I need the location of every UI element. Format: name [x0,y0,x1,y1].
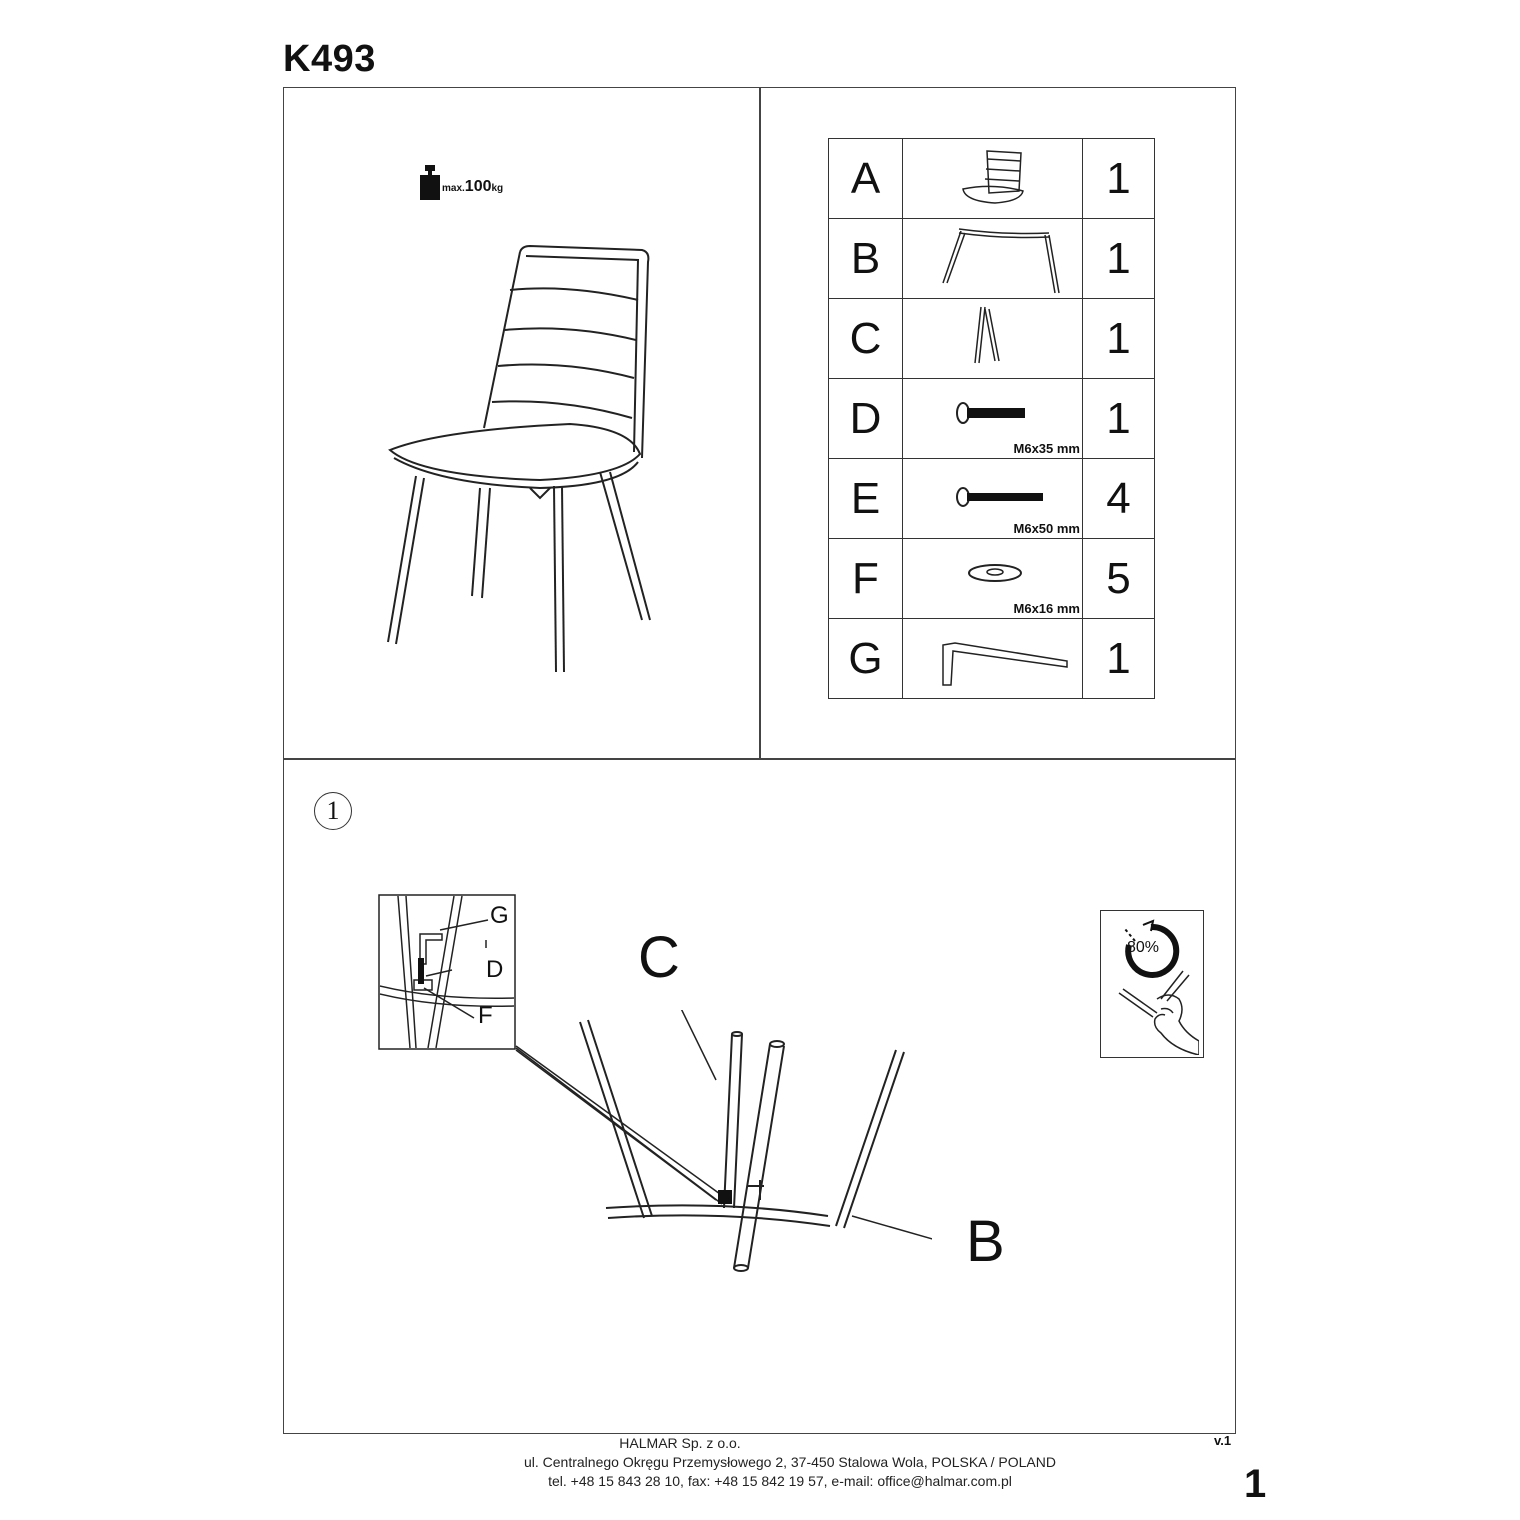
max-load-label [442,178,503,196]
part-picture [903,299,1083,379]
part-letter: B [829,219,903,299]
part-picture [903,619,1083,699]
hand-allen-key-icon [1113,969,1199,1055]
part-size: M6x50 mm [1013,521,1080,536]
leg-frame-icon [903,219,1083,299]
part-row-b [829,219,1155,299]
detail-label-d: D [486,956,504,983]
assembly-label-b: B [966,1209,1005,1274]
footer-company: HALMAR Sp. z o.o. [619,1435,741,1451]
footer [0,1434,1520,1491]
part-quantity: 1 [1083,219,1155,299]
assembly-label-c: C [638,925,680,990]
part-quantity: 1 [1083,299,1155,379]
part-quantity: 1 [1083,379,1155,459]
detail-label-g: G [490,902,509,929]
footer-contact: tel. +48 15 843 28 10, fax: +48 15 842 19 57, e-mail: office@halmar.com.pl [548,1473,1012,1489]
footer-address: ul. Centralnego Okręgu Przemysłowego 2, 37-450 Stalowa Wola, POLSKA / POLAND [523,1454,1056,1470]
chair-illustration [380,240,680,680]
part-quantity: 1 [1083,619,1155,699]
part-letter: C [829,299,903,379]
detail-label-f: F [478,1002,493,1029]
part-letter: A [829,139,903,219]
part-row-f [829,539,1155,619]
seat-icon [903,139,1083,219]
part-size: M6x35 mm [1013,441,1080,456]
page-title: K493 [283,38,376,80]
part-row-g [829,619,1155,699]
part-letter: G [829,619,903,699]
max-load-prefix: max. [442,183,465,194]
part-size: M6x16 mm [1013,601,1080,616]
version-label: v.1 [1214,1433,1232,1448]
torque-hint-box [1100,910,1204,1058]
leg-assembly-drawing [512,1010,932,1280]
part-quantity: 4 [1083,459,1155,539]
max-load-unit: kg [491,183,504,194]
part-letter: D [829,379,903,459]
max-load-value: 100 [464,178,492,195]
part-picture [903,139,1083,219]
part-picture [903,379,1083,459]
part-letter: E [829,459,903,539]
allen-key-icon [903,619,1083,699]
part-row-a [829,139,1155,219]
part-picture [903,539,1083,619]
part-quantity: 5 [1083,539,1155,619]
page-number: 1 [1244,1462,1267,1506]
part-picture [903,459,1083,539]
leg-pair-icon [903,299,1083,379]
part-row-e [829,459,1155,539]
torque-percent: 80% [1127,939,1160,956]
part-row-c [829,299,1155,379]
part-row-d [829,379,1155,459]
part-quantity: 1 [1083,139,1155,219]
part-letter: F [829,539,903,619]
parts-table [828,138,1155,699]
part-picture [903,219,1083,299]
weight-icon [418,165,442,201]
step-number: 1 [314,792,352,830]
